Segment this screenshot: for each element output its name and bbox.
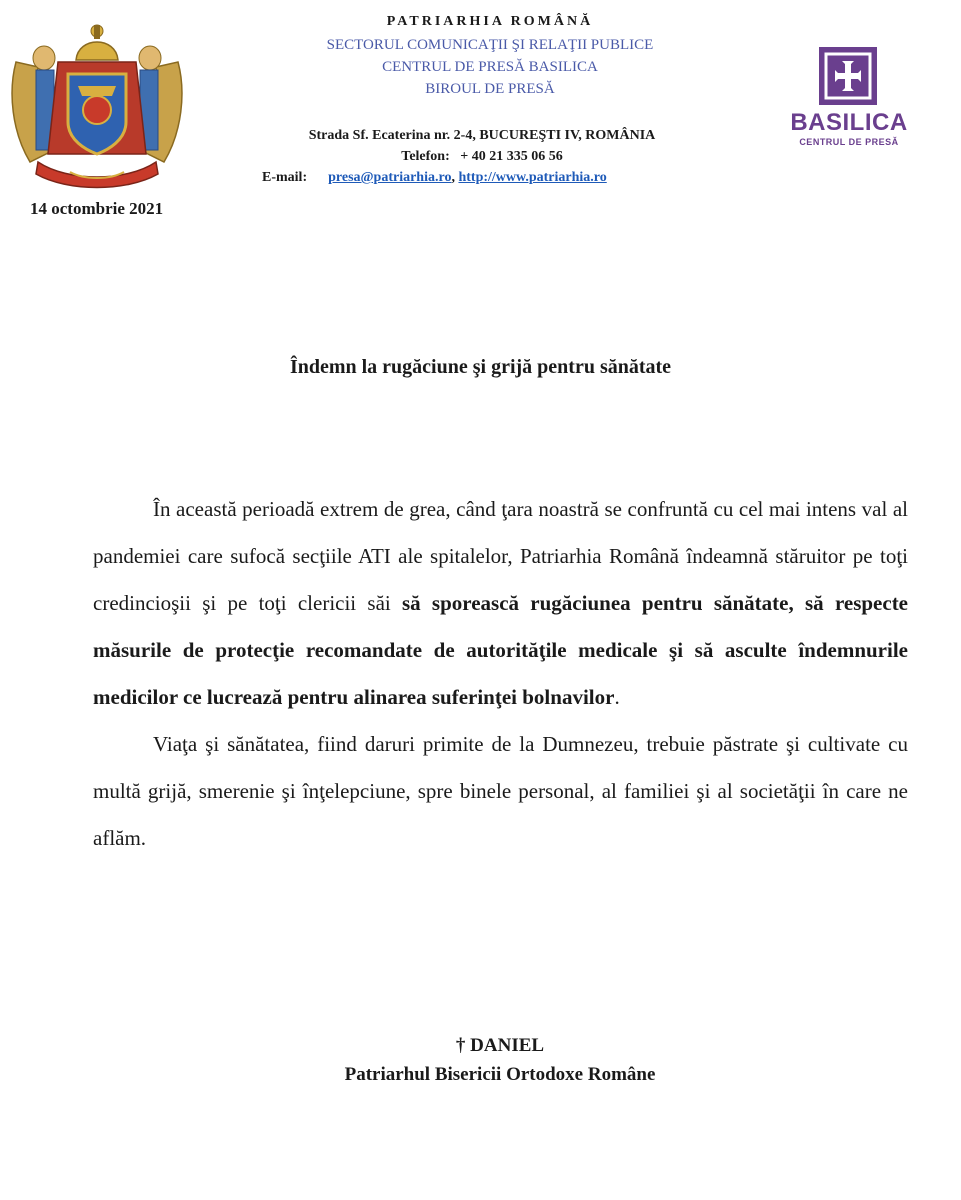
email-line xyxy=(262,170,702,191)
basilica-logo-title: BASILICA xyxy=(790,109,908,136)
basilica-logo-subtitle: CENTRUL DE PRESĂ xyxy=(799,137,899,147)
coat-of-arms-icon xyxy=(8,22,186,190)
phone-line xyxy=(262,149,702,170)
paragraph-1 xyxy=(93,486,908,721)
letterhead xyxy=(240,14,740,100)
paragraph-1-emphasis: să sporească rugăciunea pentru sănătate, să respecte măsurile de protecţie recomandate de autorităţile medicale şi să asculte îndemnurile medicilor ce lucrează pentru alinarea suferinţei bolnavilor xyxy=(93,591,909,709)
email-label: E-mail: xyxy=(262,170,308,185)
basilica-logo xyxy=(782,47,916,147)
signature-name: † DANIEL xyxy=(455,1035,545,1056)
organization-name: PATRIARHIA ROMÂNĂ xyxy=(386,14,594,29)
phone-label: Telefon: xyxy=(401,149,450,164)
website-link[interactable]: http://www.patriarhia.ro xyxy=(458,170,607,185)
email-link[interactable]: presa@patriarhia.ro xyxy=(328,170,452,185)
document-date: 14 octombrie 2021 xyxy=(30,199,164,218)
press-center-name: CENTRUL DE PRESĂ BASILICA xyxy=(382,59,598,75)
paragraph-2: Viaţa şi sănătatea, fiind daruri primite de la Dumnezeu, trebuie păstrate şi cultivate cu multă grijă, smerenie şi înţelepciune, spre binele personal, al familiei şi al societăţii în care ne aflăm. xyxy=(93,732,908,850)
signature-block xyxy=(240,1031,760,1089)
cross-emblem-icon xyxy=(819,47,877,105)
document-body xyxy=(93,486,908,862)
sector-name: SECTORUL COMUNICAŢII ŞI RELAŢII PUBLICE xyxy=(326,37,654,53)
paragraph-1-intro: În această perioadă extrem de grea, când ţara noastră se confruntă cu cel mai intens val al pandemiei care sufocă secţiile ATI ale spitalelor, Patriarhia Română îndeamnă stăruitor pe toţi credincioşii şi pe toţi clericii săi xyxy=(93,497,908,615)
paragraph-1-end: . xyxy=(614,685,620,709)
press-office-name: BIROUL DE PRESĂ xyxy=(425,81,555,97)
postal-address: Strada Sf. Ecaterina nr. 2-4, BUCUREŞTI IV, ROMÂNIA xyxy=(308,128,656,143)
document-title: Îndemn la rugăciune şi grijă pentru sănătate xyxy=(289,356,672,378)
link-separator: , xyxy=(451,170,455,185)
phone-number: + 40 21 335 06 56 xyxy=(460,149,563,164)
signature-role: Patriarhul Bisericii Ortodoxe Române xyxy=(344,1064,656,1085)
contact-block xyxy=(262,128,702,191)
